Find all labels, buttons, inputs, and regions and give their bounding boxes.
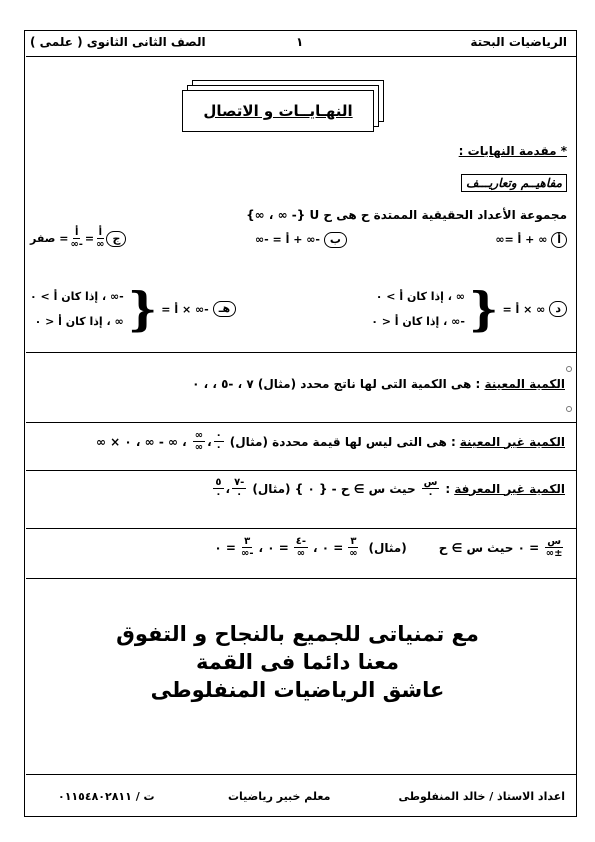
indeterminate-ex2: $\frac{\infty}{\infty}$ [194,430,204,453]
infinity-ex2-value: = ٠ ، [258,540,289,555]
footer-phone: ت / ٠١١٥٤٨٠٢٨١١ [58,790,155,803]
rule-d [371,282,567,336]
footer-title: معلم خبير رياضيات [228,790,331,803]
bullet-dot [566,366,572,372]
indeterminate-ex1: $\frac{٠}{٠}$ [215,430,222,453]
rule-d-badge: د [549,301,567,317]
undefined-ex1: $\frac{-٧}{٠}$ [234,477,245,500]
header-grade: الصف الثانى الثانوى ( علمى ) [30,35,206,49]
header-page-number: ١ [296,35,304,49]
rule-c-frac1: $\frac{\text{أ}}{\infty}$ [96,227,105,250]
page-title: النهـايــات و الاتصال [203,102,353,120]
divider-5 [26,578,576,579]
divider-1 [26,352,576,353]
infinity-rule-text: = ٠ حيث س ∋ ح [438,540,540,555]
rule-a-text: ∞ + أ =∞ [495,233,548,246]
def-indeterminate-text: : هى التى ليس لها قيمة محددة (مثال) [229,434,456,449]
rule-d-case2: -∞ ، إذا كان أ < ٠ [371,315,465,328]
rule-b-badge: ب [324,232,347,248]
rule-d-case1: ∞ ، إذا كان أ > ٠ [375,290,465,303]
rule-e-badge: هـ [213,301,236,317]
infinity-rule-frac: $\frac{\text{س}}{\pm\infty}$ [545,536,563,559]
intro-set-line: مجموعة الأعداد الحقيقية الممتدة ح هى ح U {- ∞ ، ∞} [246,208,567,222]
rule-e [30,282,236,336]
infinity-rule-example-label: (مثال) [368,540,407,555]
header-subject: الرياضيات البحتة [470,35,567,49]
rule-d-brace: { [468,282,499,336]
infinity-ex2: $\frac{-٤}{\infty}$ [295,536,307,559]
intro-heading: * مقدمة النهايات : [458,144,567,158]
def-undefined-colon: : [445,481,451,496]
rule-b-text: -∞ + أ = -∞ [255,233,320,246]
infinity-ex1-value: = ٠ ، [313,540,344,555]
closing-line-2: معنا دائما فى القمة [195,650,400,674]
undefined-frac: $\frac{\text{س}}{٠}$ [423,477,438,500]
infinity-ex3-value: = ٠ [214,540,236,555]
rule-c-suffix: = صفر [30,232,69,245]
rule-c-frac2: $\frac{\text{أ}}{-\infty}$ [70,227,83,250]
def-determinate [192,377,565,391]
rule-c: ج $\frac{\text{أ}}{\infty}$ = $\frac{\text{أ}}{-\infty}$ = صفر [30,227,126,250]
rule-e-case2: ∞ ، إذا كان أ < ٠ [34,315,124,328]
bullet-dot [566,406,572,412]
rule-a [495,232,567,248]
divider-2 [26,422,576,423]
footer-divider [26,774,576,775]
intro-subheading: مفاهيــم وتعاريـــف [461,174,567,192]
rule-c-badge: ج [106,231,126,247]
def-indeterminate: الكمية غير المعينة : هى التى ليس لها قيمة محددة (مثال) $\frac{٠}{٠}$ ، $\frac{\infty}{\infty}$ ، ∞ - ∞ ، ٠ × ∞ [96,430,565,453]
def-determinate-term: الكمية المعينة [484,377,565,391]
divider-4 [26,528,576,529]
rule-b [255,232,347,248]
undefined-ex2: $\frac{٥}{٠}$ [215,477,222,500]
rule-a-badge: أ [551,232,567,248]
closing-line-3: عاشق الرياضيات المنفلوطى [150,678,445,702]
rule-e-brace: { [127,282,158,336]
footer-author: اعداد الاستاذ / خالد المنفلوطى [398,790,565,803]
indeterminate-ex-rest: ، ∞ - ∞ ، ٠ × ∞ [96,434,187,449]
header-divider [26,56,576,57]
def-undefined: الكمية غير المعرفة : $\frac{\text{س}}{٠}$ حيث س ∋ ح - { ٠ } (مثال) $\frac{-٧}{٠}$ ، $\frac{٥}{٠}$ [215,477,565,500]
rule-d-text: ∞ × أ = [502,302,546,316]
infinity-ex1: $\frac{٣}{\infty}$ [349,536,358,559]
def-indeterminate-term: الكمية غير المعينة [459,434,565,449]
infinity-ex3: $\frac{٣}{-\infty}$ [240,536,254,559]
closing-line-1: مع تمنياتى للجميع بالنجاح و التفوق [116,622,479,646]
title-box [182,90,374,132]
def-infinity-rule [211,536,565,559]
def-undefined-term: الكمية غير المعرفة [454,481,565,496]
def-determinate-text: : هى الكمية التى لها ناتج محدد (مثال) ٧ ، -٥ ، ، ٠ [192,377,481,391]
rule-e-case1: -∞ ، إذا كان أ > ٠ [30,290,124,303]
rule-e-text: -∞ × أ = [161,302,209,316]
divider-3 [26,470,576,471]
def-undefined-text: حيث س ∋ ح - { ٠ } (مثال) [252,481,416,496]
